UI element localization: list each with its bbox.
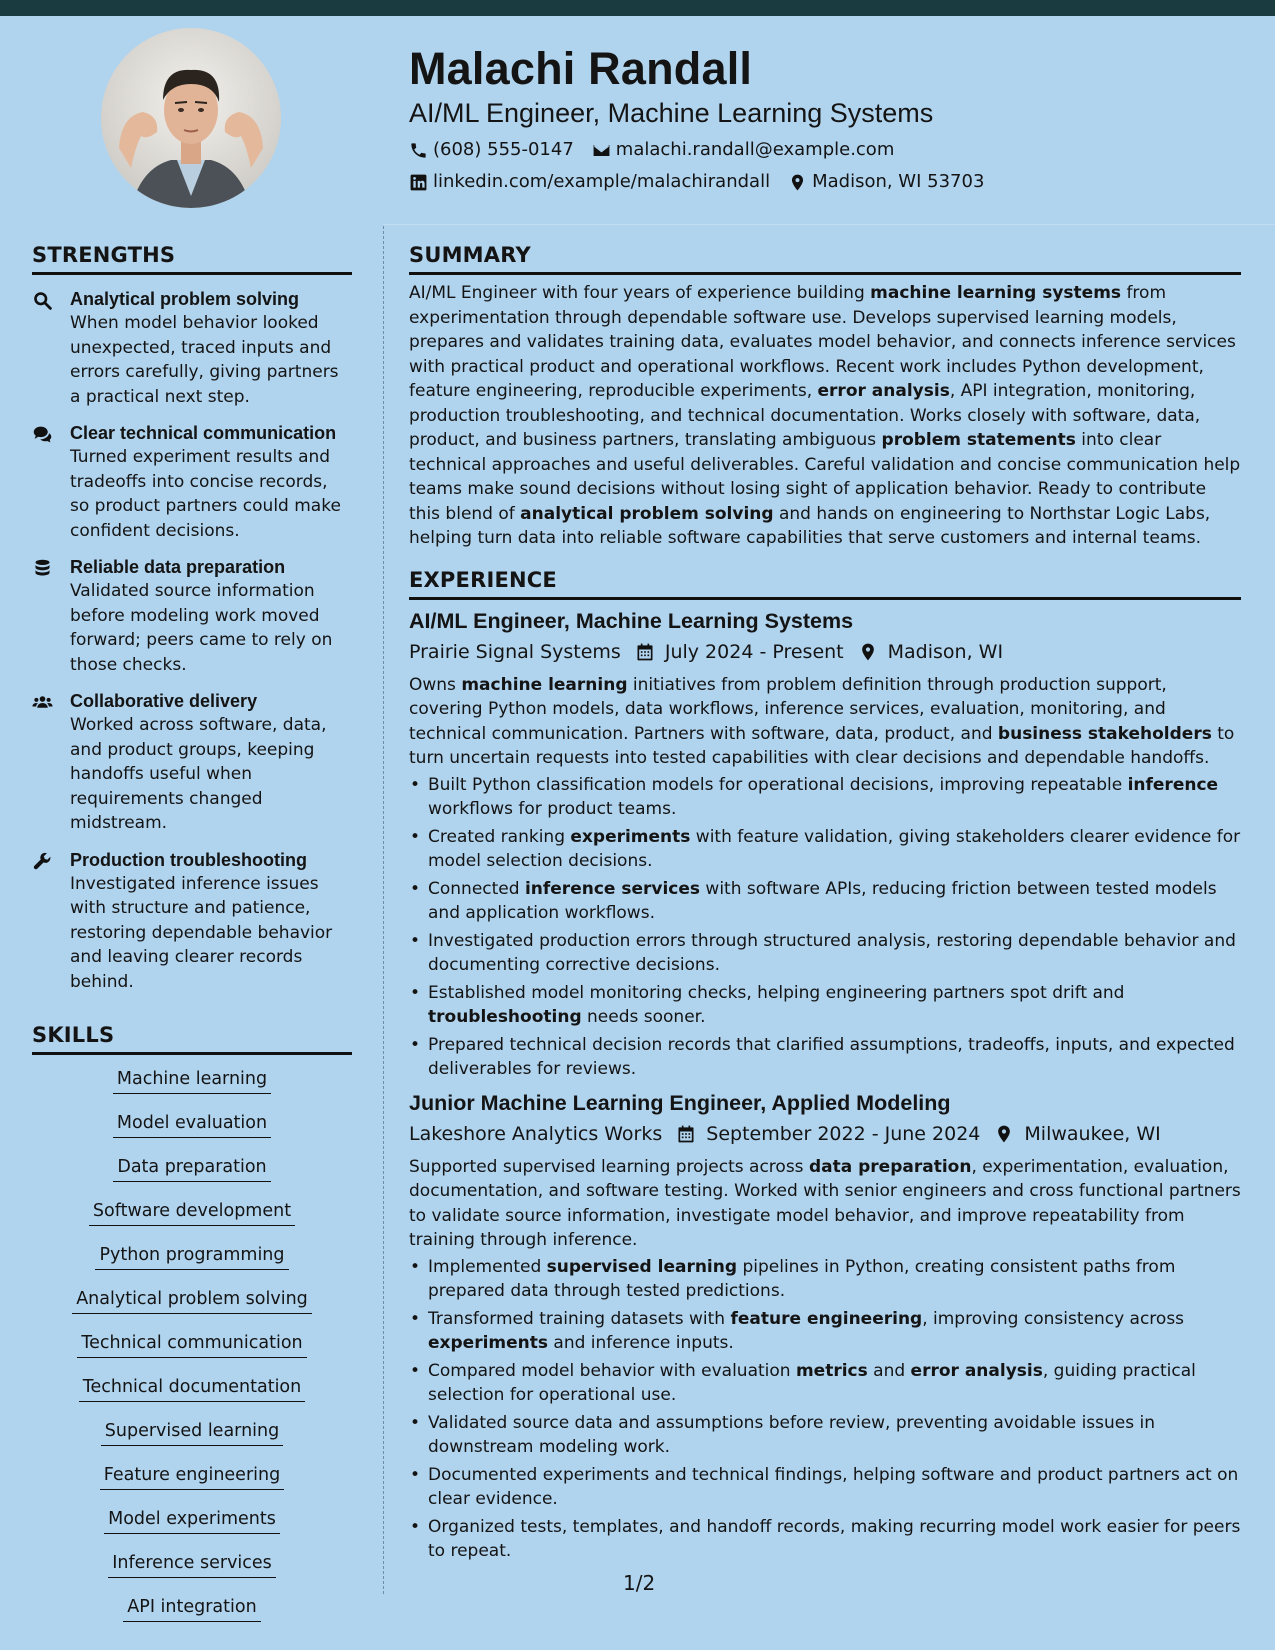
column-divider bbox=[383, 226, 384, 1594]
bullet-item: • Organized tests, templates, and handoff records, making recurring model work easier for peers to repeat. bbox=[409, 1515, 1241, 1564]
skill-tag: Data preparation bbox=[113, 1155, 270, 1182]
bullet-item: • Documented experiments and technical findings, helping software and product partners act on clear evidence. bbox=[409, 1463, 1241, 1512]
avatar bbox=[101, 28, 281, 208]
job-location: Madison, WI bbox=[887, 640, 1004, 663]
envelope-icon bbox=[592, 141, 611, 160]
comments-icon bbox=[32, 424, 53, 445]
job-entry bbox=[409, 1088, 1241, 1564]
candidate-role: AI/ML Engineer, Machine Learning Systems bbox=[409, 98, 934, 128]
bullet-item: • Created ranking experiments with feature validation, giving stakeholders clearer evidence for model selection decisions. bbox=[409, 825, 1241, 874]
job-bullets bbox=[409, 1255, 1241, 1564]
strength-item bbox=[32, 555, 352, 677]
strength-desc: Turned experiment results and tradeoffs into concise records, so product partners could make confident decisions. bbox=[70, 447, 341, 541]
map-pin-icon bbox=[994, 1124, 1014, 1144]
skill-tag: API integration bbox=[123, 1595, 260, 1622]
skills-list bbox=[32, 1067, 352, 1622]
skill-tag: Machine learning bbox=[113, 1067, 271, 1094]
job-meta bbox=[409, 637, 1241, 667]
profile-photo bbox=[101, 28, 281, 208]
strength-item bbox=[32, 689, 352, 836]
job-location: Milwaukee, WI bbox=[1024, 1122, 1161, 1145]
job-location-wrap bbox=[994, 1119, 1160, 1149]
job-title: Junior Machine Learning Engineer, Applied Modeling bbox=[409, 1090, 951, 1115]
linkedin-icon bbox=[409, 173, 428, 192]
strength-title: Clear technical communication bbox=[70, 423, 337, 443]
linkedin-contact[interactable] bbox=[409, 166, 770, 198]
bullet-item: • Built Python classification models for operational decisions, improving repeatable inference workflows for product teams. bbox=[409, 773, 1241, 822]
email-text: malachi.randall@example.com bbox=[615, 139, 895, 160]
bullet-item: • Prepared technical decision records that clarified assumptions, tradeoffs, inputs, and expected deliverables for reviews. bbox=[409, 1033, 1241, 1082]
header-divider bbox=[383, 224, 1275, 225]
calendar-icon bbox=[635, 642, 655, 662]
map-pin-icon bbox=[788, 173, 807, 192]
bullet-item: • Compared model behavior with evaluation metrics and error analysis, guiding practical selection for operational use. bbox=[409, 1359, 1241, 1408]
strength-title: Collaborative delivery bbox=[70, 691, 258, 711]
strength-desc: Investigated inference issues with structure and patience, restoring dependable behavior and leaving clearer records behind. bbox=[70, 873, 333, 992]
strength-desc: Worked across software, data, and product groups, keeping handoffs useful when requirements changed midstream. bbox=[70, 715, 327, 833]
skill-tag: Python programming bbox=[95, 1243, 288, 1270]
top-accent-bar bbox=[0, 0, 1275, 16]
strength-desc: When model behavior looked unexpected, traced inputs and errors carefully, giving partners a practical next step. bbox=[70, 313, 339, 407]
skill-tag: Technical documentation bbox=[79, 1375, 305, 1402]
summary-text: AI/ML Engineer with four years of experience building machine learning systems from experimentation through dependable software use. Develops supervised learning models, prepares and validates training data, evaluates model behavior, and connects inference services with practical product and operational workflows. Recent work includes Python development, feature engineering, reproducible experiments, error analysis, API integration, monitoring, production troubleshooting, and technical documentation. Works closely with software, data, product, and business partners, translating ambiguous problem statements into clear technical approaches and useful deliverables. Careful validation and concise communication help teams make sound decisions without losing sight of application behavior. Ready to contribute this blend of analytical problem solving and hands on engineering to Northstar Logic Labs, helping turn data into reliable software capabilities that serve customers and internal teams. bbox=[409, 283, 1241, 548]
strength-title: Reliable data preparation bbox=[70, 557, 286, 577]
contact-row-1 bbox=[409, 134, 1249, 166]
right-column bbox=[409, 240, 1241, 1567]
map-pin-icon bbox=[858, 642, 878, 662]
resume-header bbox=[409, 40, 1249, 198]
phone-contact[interactable] bbox=[409, 134, 574, 166]
job-dates: July 2024 - Present bbox=[664, 640, 844, 663]
bullet-item: • Validated source data and assumptions before review, preventing avoidable issues in downstream modeling work. bbox=[409, 1411, 1241, 1460]
job-dates-wrap bbox=[635, 637, 844, 667]
skill-tag: Supervised learning bbox=[101, 1419, 283, 1446]
summary-heading: SUMMARY bbox=[409, 240, 1241, 275]
strength-item bbox=[32, 421, 352, 543]
company-name: Prairie Signal Systems bbox=[409, 640, 621, 663]
strength-title: Production troubleshooting bbox=[70, 849, 307, 870]
job-dates-wrap bbox=[676, 1119, 980, 1149]
experience-heading: EXPERIENCE bbox=[409, 565, 1241, 600]
job-entry bbox=[409, 606, 1241, 1082]
bullet-item: • Implemented supervised learning pipelines in Python, creating consistent paths from prepared data through tested predictions. bbox=[409, 1255, 1241, 1304]
skill-tag: Model evaluation bbox=[113, 1111, 271, 1138]
skill-tag: Technical communication bbox=[77, 1331, 306, 1358]
skill-tag: Model experiments bbox=[104, 1507, 280, 1534]
phone-text: (608) 555-0147 bbox=[433, 139, 574, 160]
skill-tag: Feature engineering bbox=[100, 1463, 284, 1490]
skill-tag: Inference services bbox=[108, 1551, 276, 1578]
phone-icon bbox=[409, 141, 428, 160]
strength-item bbox=[32, 287, 352, 409]
strength-item bbox=[32, 848, 352, 995]
left-column bbox=[32, 240, 352, 1622]
job-description: Owns machine learning initiatives from problem definition through production support, covering Python models, data workflows, inference services, evaluation, monitoring, and technical communication. Partners with software, data, product, and business stakeholders to turn uncertain requests into tested capabilities with clear decisions and dependable handoffs. bbox=[409, 674, 1235, 768]
strength-title: Analytical problem solving bbox=[70, 289, 300, 309]
linkedin-text: linkedin.com/example/malachirandall bbox=[433, 171, 771, 192]
bullet-item: • Investigated production errors through structured analysis, restoring dependable behavior and documenting corrective decisions. bbox=[409, 929, 1241, 978]
company-name: Lakeshore Analytics Works bbox=[409, 1122, 663, 1145]
job-meta bbox=[409, 1119, 1241, 1149]
wrench-icon bbox=[32, 851, 53, 872]
database-icon bbox=[32, 558, 53, 579]
strengths-heading: STRENGTHS bbox=[32, 240, 352, 275]
job-location-wrap bbox=[858, 637, 1003, 667]
contact-row-2 bbox=[409, 166, 1249, 198]
job-bullets bbox=[409, 773, 1241, 1082]
candidate-name: Malachi Randall bbox=[409, 43, 753, 94]
calendar-icon bbox=[676, 1124, 696, 1144]
bullet-item: • Transformed training datasets with feature engineering, improving consistency across experiments and inference inputs. bbox=[409, 1307, 1241, 1356]
email-contact[interactable] bbox=[592, 134, 895, 166]
job-dates: September 2022 - June 2024 bbox=[706, 1122, 981, 1145]
bullet-item: • Connected inference services with software APIs, reducing friction between tested models and application workflows. bbox=[409, 877, 1241, 926]
strength-desc: Validated source information before modeling work moved forward; peers came to rely on those checks. bbox=[70, 581, 333, 675]
location-contact bbox=[788, 166, 984, 198]
bullet-item: • Established model monitoring checks, helping engineering partners spot drift and troubleshooting needs sooner. bbox=[409, 981, 1241, 1030]
search-icon bbox=[32, 290, 53, 311]
users-icon bbox=[32, 692, 53, 713]
job-title: AI/ML Engineer, Machine Learning Systems bbox=[409, 608, 854, 633]
skill-tag: Analytical problem solving bbox=[72, 1287, 312, 1314]
job-description: Supported supervised learning projects across data preparation, experimentation, evaluation, documentation, and software testing. Worked with senior engineers and cross functional partners to validate source information, investigate model behavior, and improve repeatability from training through inference. bbox=[409, 1156, 1241, 1250]
skills-heading: SKILLS bbox=[32, 1020, 352, 1055]
page-number: 1/2 bbox=[623, 1571, 656, 1595]
location-text: Madison, WI 53703 bbox=[812, 171, 985, 192]
skill-tag: Software development bbox=[89, 1199, 295, 1226]
